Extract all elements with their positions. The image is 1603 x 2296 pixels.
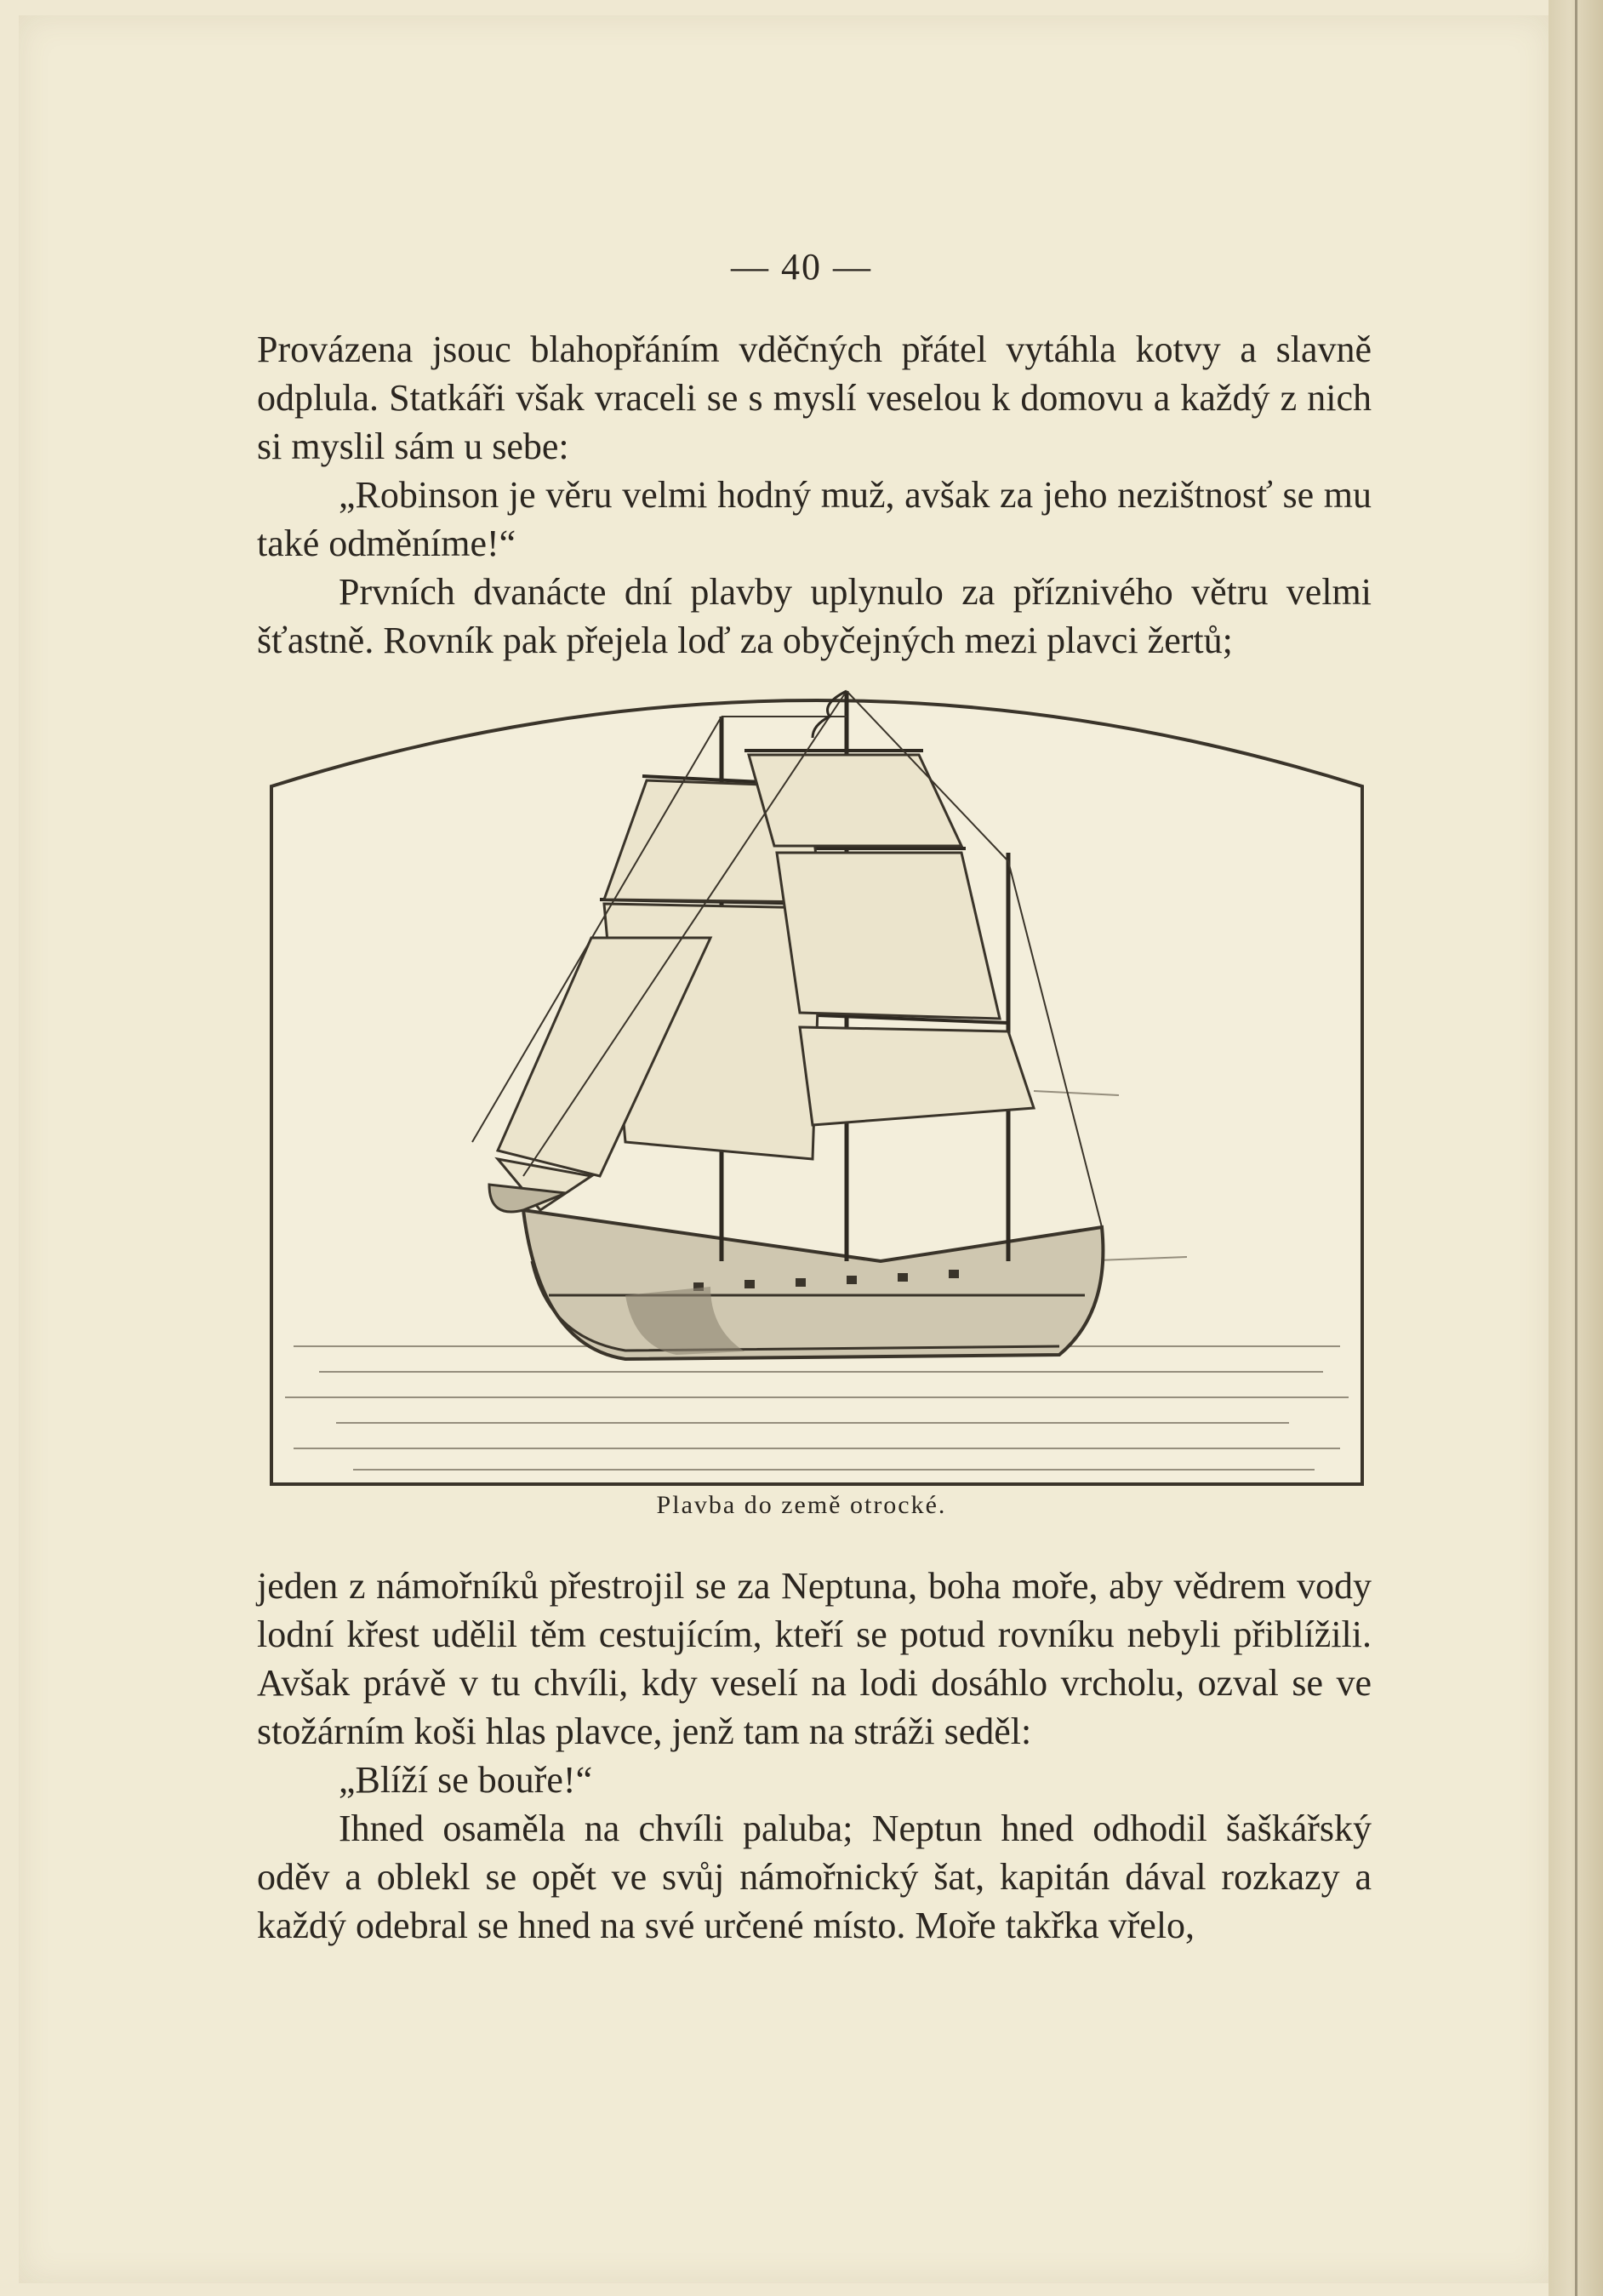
paragraph: Ihned osaměla na chvíli paluba; Neptun hned odhodil šaškářský oděv a oblekl se opět ve svůj námořnický šat, kapitán dával rozkazy a každý odebral se hned na své určené místo. Moře takřka vřelo, — [257, 1808, 1372, 1946]
ship-illustration — [268, 665, 1366, 1489]
figure-caption: Plavba do země otrocké. — [656, 1491, 947, 1519]
top-text — [257, 325, 1372, 665]
paragraph: Provázena jsouc blahopřáním vděčných přátel vytáhla kotvy a slavně odplula. Statkáři však vraceli se s myslí veselou k domovu a každý z nich si myslil sám u sebe: — [257, 328, 1372, 467]
page-number: — 40 — — [731, 246, 872, 288]
paragraph: „Blíží se bouře!“ — [339, 1759, 593, 1801]
spine-edge — [1575, 0, 1577, 2296]
paragraph: „Robinson je věru velmi hodný muž, avšak za jeho nezištnosť se mu také odměníme!“ — [257, 474, 1372, 564]
sailing-ship-engraving — [268, 665, 1366, 1489]
paragraph: jeden z námořníků přestrojil se za Neptuna, boha moře, aby vědrem vody lodní křest udělil těm cestujícím, kteří se potud rovníku nebyli přiblížili. Avšak právě v tu chvíli, kdy veselí na lodi dosáhlo vrcholu, ozval se ve stožárním koši hlas plavce, jenž tam na stráži seděl: — [257, 1565, 1372, 1752]
paragraph: Prvních dvanácte dní plavby uplynulo za příznivého větru velmi šťastně. Rovník pak přejela loď za obyčejných mezi plavci žertů; — [257, 571, 1372, 661]
bottom-text — [257, 1562, 1372, 1950]
